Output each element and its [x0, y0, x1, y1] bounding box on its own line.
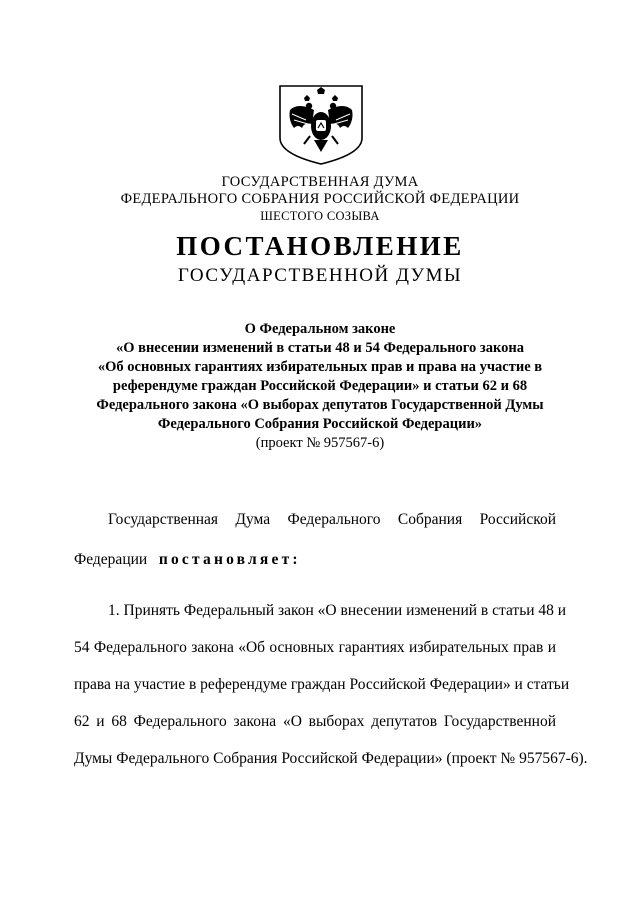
- subject-line: референдуме граждан Российской Федерации» и статьи 62 и 68: [112, 378, 528, 394]
- item-1-paragraph: [74, 592, 588, 777]
- preamble-line-2: Федерации постановляет:: [74, 551, 301, 568]
- document-subtitle: ГОСУДАРСТВЕННОЙ ДУМЫ: [177, 265, 463, 286]
- preamble-paragraph: [74, 500, 556, 580]
- item-1-line: Думы Федерального Собрания Российской Федерации» (проект № 957567-6).: [74, 750, 588, 767]
- document-title: ПОСТАНОВЛЕНИЕ: [176, 231, 464, 261]
- decision-word: постановляет:: [158, 551, 301, 568]
- item-1-line: 1. Принять Федеральный закон «О внесении изменений в статьи 48 и: [108, 602, 567, 619]
- state-emblem-icon: [276, 84, 366, 166]
- item-1-line: права на участие в референдуме граждан Российской Федерации» и статьи: [74, 676, 570, 693]
- header-line-2: ФЕДЕРАЛЬНОГО СОБРАНИЯ РОССИЙСКОЙ ФЕДЕРАЦИИ: [120, 191, 520, 207]
- subject-line: «Об основных гарантиях избирательных прав и права на участие в: [97, 359, 543, 375]
- subject-line: «О внесении изменений в статьи 48 и 54 Федерального закона: [115, 340, 525, 356]
- issuer-header: [0, 174, 640, 225]
- subject-line: Федерального Собрания Российской Федерации»: [157, 416, 483, 432]
- header-line-3: ШЕСТОГО СОЗЫВА: [260, 209, 380, 223]
- item-1-line: 62 и 68 Федерального закона «О выборах депутатов Государственной: [74, 713, 556, 730]
- subject-line: Федерального закона «О выборах депутатов Государственной Думы: [96, 397, 544, 413]
- item-1-line: 54 Федерального закона «Об основных гарантиях избирательных прав и: [74, 639, 556, 656]
- header-line-1: ГОСУДАРСТВЕННАЯ ДУМА: [221, 174, 419, 190]
- preamble-line-1: Государственная Дума Федерального Собрания Российской: [108, 511, 556, 528]
- resolution-subject: [40, 320, 600, 453]
- subject-line: О Федеральном законе: [244, 321, 396, 337]
- project-number: (проект № 957567-6): [255, 435, 385, 451]
